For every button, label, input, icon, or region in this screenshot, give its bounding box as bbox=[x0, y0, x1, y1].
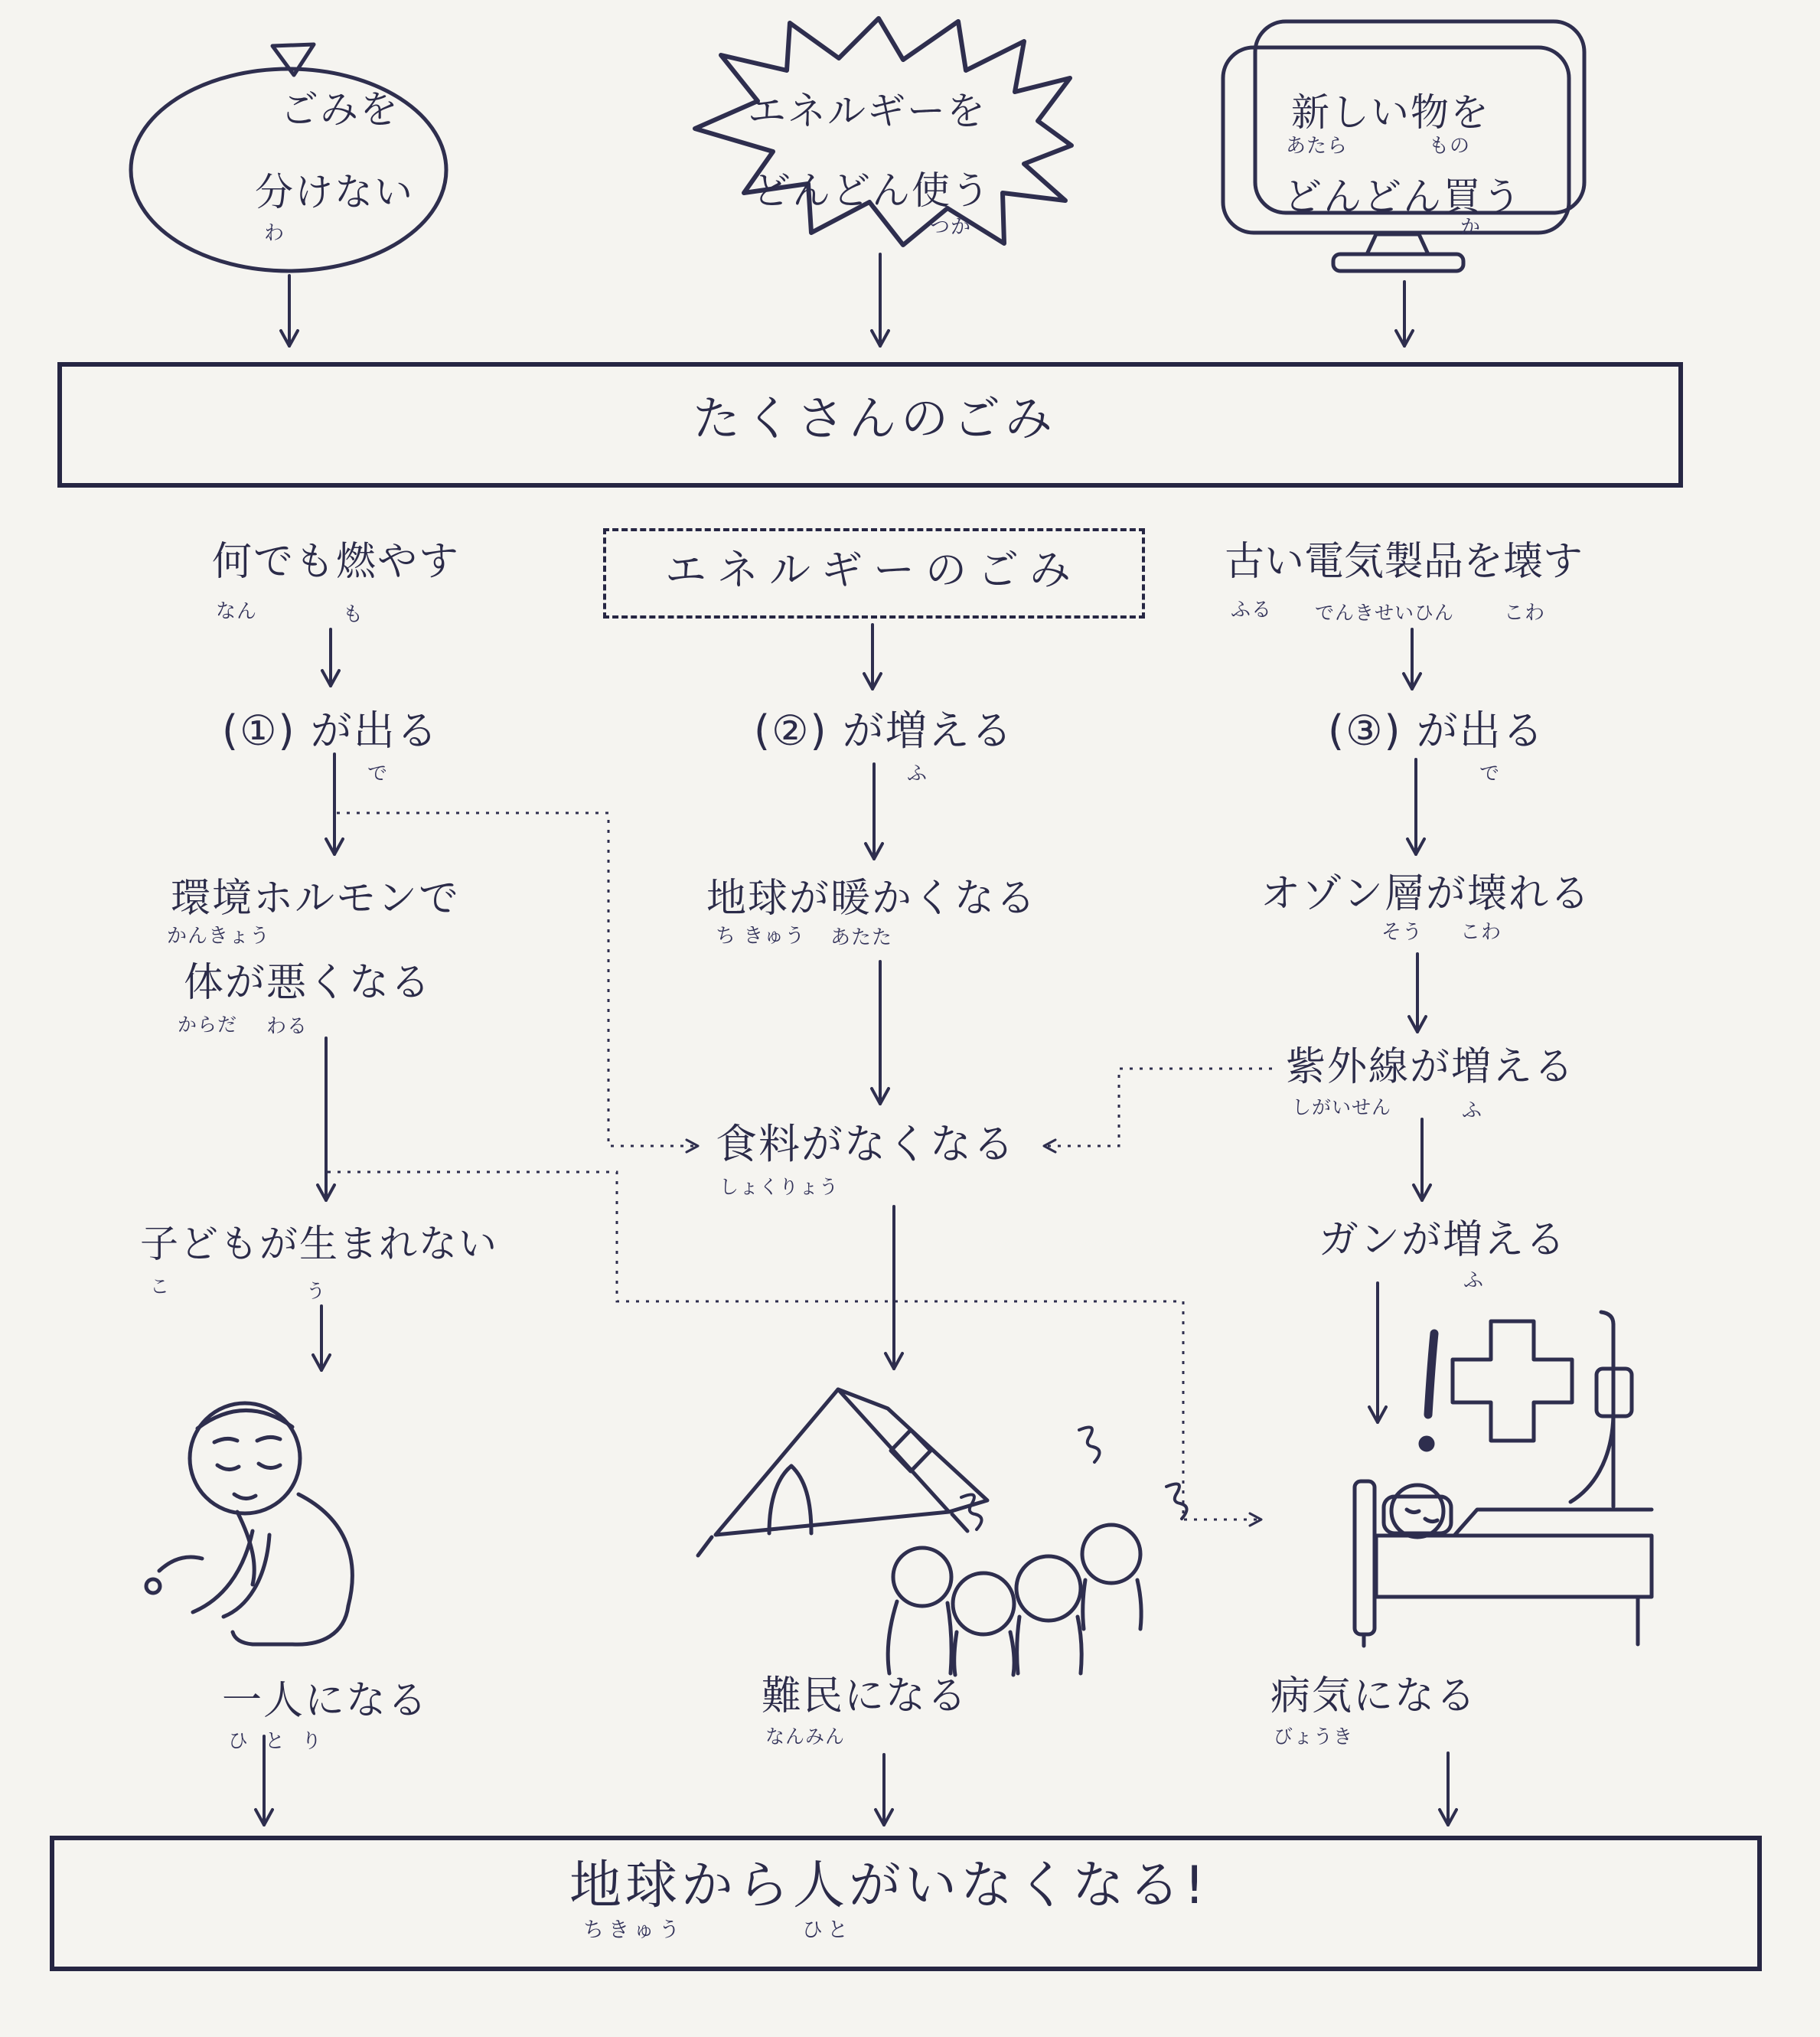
burst-line2: どんどん使う bbox=[752, 168, 991, 213]
node-uv: 紫外線が増える bbox=[1286, 1044, 1576, 1090]
furigana-kankyou: かんきょう bbox=[167, 925, 271, 948]
node-hormone-line2: 体が悪くなる bbox=[184, 960, 432, 1006]
node-burn: 何でも燃やす bbox=[212, 539, 461, 585]
burst-line1: エネルギーを bbox=[748, 89, 987, 133]
sad-person-illustration bbox=[146, 1403, 352, 1644]
furigana-shokuryou: しょくりょう bbox=[719, 1176, 840, 1198]
furigana-kowa1: こわ bbox=[1504, 602, 1546, 625]
furigana-fu3: ふ bbox=[1463, 1269, 1485, 1292]
node-ozone: オゾン層が壊れる bbox=[1261, 871, 1592, 917]
furigana-furu: ふる bbox=[1231, 599, 1273, 622]
furigana-shigaisen: しがいせん bbox=[1292, 1096, 1392, 1118]
furigana-ko: こ bbox=[150, 1275, 171, 1298]
furigana-de1: で bbox=[367, 762, 389, 785]
node-break-old: 古い電気製品を壊す bbox=[1225, 539, 1584, 585]
node-sick: 病気になる bbox=[1270, 1673, 1478, 1719]
furigana-chikyuu2: ちきゅう bbox=[583, 1918, 684, 1942]
furigana-hito: ひと bbox=[802, 1918, 853, 1942]
node-cancer: ガンが増える bbox=[1319, 1217, 1567, 1263]
trash-box-label: たくさんのごみ bbox=[693, 390, 1058, 446]
node-warming: 地球が暖かくなる bbox=[706, 876, 1038, 922]
tv-line1: 新しい物を bbox=[1291, 90, 1490, 135]
node-hormone-line1: 環境ホルモンで bbox=[171, 876, 461, 922]
node-alone: 一人になる bbox=[222, 1678, 429, 1724]
furigana-u: う bbox=[306, 1280, 327, 1302]
furigana-fu1: ふ bbox=[907, 762, 928, 785]
balloon-line1: ごみを bbox=[280, 87, 400, 132]
node-q3: (③) が出る bbox=[1328, 707, 1545, 755]
final-box-label: 地球から人がいなくなる! bbox=[569, 1856, 1209, 1916]
furigana-tsuka: つか bbox=[930, 216, 972, 239]
node-food: 食料がなくなる bbox=[716, 1120, 1016, 1168]
furigana-sou: そう bbox=[1381, 921, 1424, 944]
furigana-ka: か bbox=[1460, 216, 1482, 239]
tv-line2: どんどん買う bbox=[1283, 175, 1522, 219]
refugee-tent-illustration bbox=[698, 1389, 1187, 1675]
furigana-chikyuu1: ち きゅう bbox=[716, 925, 806, 948]
furigana-fu2: ふ bbox=[1462, 1099, 1483, 1122]
furigana-karada: からだ bbox=[178, 1014, 238, 1036]
garbage-bag-shape bbox=[131, 44, 446, 271]
furigana-de2: で bbox=[1479, 762, 1501, 785]
tv-shape bbox=[1223, 21, 1584, 271]
furigana-nan: なん bbox=[216, 600, 258, 623]
node-refugee: 難民になる bbox=[762, 1673, 969, 1719]
furigana-mono: もの bbox=[1429, 135, 1471, 158]
furigana-byouki: びょうき bbox=[1274, 1725, 1354, 1748]
solid-arrows bbox=[264, 254, 1448, 1825]
node-no-children: 子どもが生まれない bbox=[140, 1222, 498, 1266]
furigana-mo: も bbox=[343, 603, 364, 626]
balloon-line2: 分けない bbox=[255, 170, 414, 214]
node-q1: (①) が出る bbox=[222, 707, 439, 755]
node-energy-trash: エネルギーのごみ bbox=[665, 546, 1081, 594]
hospital-bed-illustration bbox=[1355, 1312, 1652, 1646]
furigana-atata: あたた bbox=[830, 926, 893, 949]
furigana-waru: わる bbox=[266, 1015, 308, 1038]
furigana-nanmin: なんみん bbox=[765, 1725, 846, 1748]
furigana-wa: わ bbox=[264, 222, 285, 245]
furigana-atara: あたら bbox=[1286, 135, 1349, 158]
furigana-denkiseihin: でんきせいひん bbox=[1315, 602, 1455, 624]
furigana-kowa2: こわ bbox=[1460, 921, 1502, 944]
furigana-hitori: ひとり bbox=[228, 1730, 339, 1753]
node-q2: (②) が増える bbox=[754, 707, 1014, 755]
